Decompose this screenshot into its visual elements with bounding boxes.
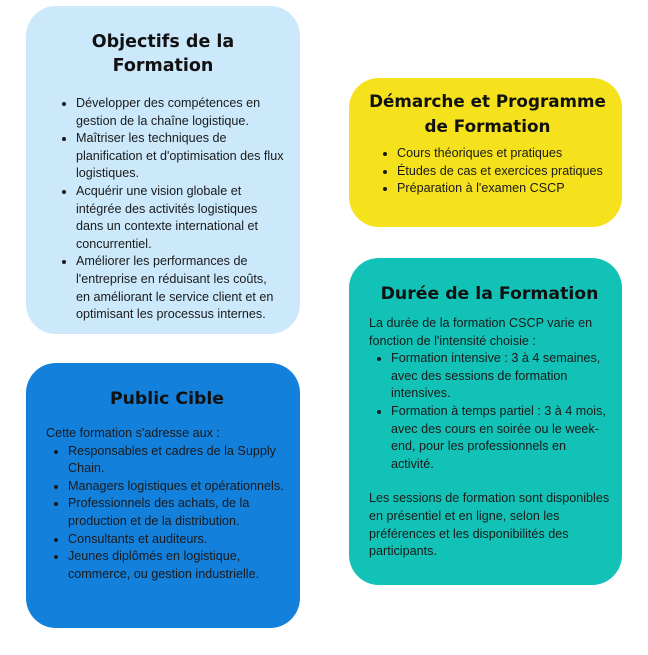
public-intro: Cette formation s'adresse aux : bbox=[46, 426, 220, 440]
duree-intro: La durée de la formation CSCP varie en fonction de l'intensité choisie : bbox=[369, 316, 593, 348]
public-item: • Consultants et auditeurs. bbox=[68, 531, 288, 549]
objectifs-item: • Acquérir une vision globale et intégrée des activités logistiques dans un contexte international et concurrentiel. bbox=[76, 183, 284, 253]
demarche-card bbox=[349, 78, 622, 227]
demarche-item: • Cours théoriques et pratiques bbox=[397, 145, 610, 163]
demarche-list bbox=[365, 145, 610, 198]
duree-item: • Formation à temps partiel : 3 à 4 mois, avec des cours en soirée ou le week-end, pour les professionnels en activité. bbox=[391, 403, 610, 473]
duree-item: • Formation intensive : 3 à 4 semaines, avec des sessions de formation intensives. bbox=[391, 350, 610, 403]
public-title: Public Cible bbox=[109, 389, 225, 409]
objectifs-item: • Développer des compétences en gestion de la chaîne logistique. bbox=[76, 95, 284, 130]
demarche-title: Démarche et Programme de Formation bbox=[369, 91, 606, 136]
public-item: • Managers logistiques et opérationnels. bbox=[68, 478, 288, 496]
objectifs-item: • Améliorer les performances de l'entreprise en réduisant les coûts, en améliorant le service client et en optimisant les processus internes. bbox=[76, 253, 284, 323]
duree-list bbox=[369, 350, 610, 473]
public-item: • Responsables et cadres de la Supply Chain. bbox=[68, 443, 288, 478]
objectifs-card bbox=[26, 6, 300, 334]
public-item: • Jeunes diplômés en logistique, commerce, ou gestion industrielle. bbox=[68, 548, 288, 583]
objectifs-title: Objectifs de la Formation bbox=[91, 32, 235, 76]
objectifs-item: • Maîtriser les techniques de planification et d'optimisation des flux logistiques. bbox=[76, 130, 284, 183]
demarche-item: • Préparation à l'examen CSCP bbox=[397, 180, 610, 198]
public-list bbox=[46, 443, 288, 584]
objectifs-list bbox=[54, 95, 284, 324]
duree-card bbox=[349, 258, 622, 585]
duree-title: Durée de la Formation bbox=[380, 284, 599, 304]
demarche-item: • Études de cas et exercices pratiques bbox=[397, 163, 610, 181]
public-card bbox=[26, 363, 300, 628]
public-item: • Professionnels des achats, de la production et de la distribution. bbox=[68, 495, 288, 530]
duree-closing: Les sessions de formation sont disponibles en présentiel et en ligne, selon les préférences et les disponibilités des participants. bbox=[369, 491, 610, 559]
